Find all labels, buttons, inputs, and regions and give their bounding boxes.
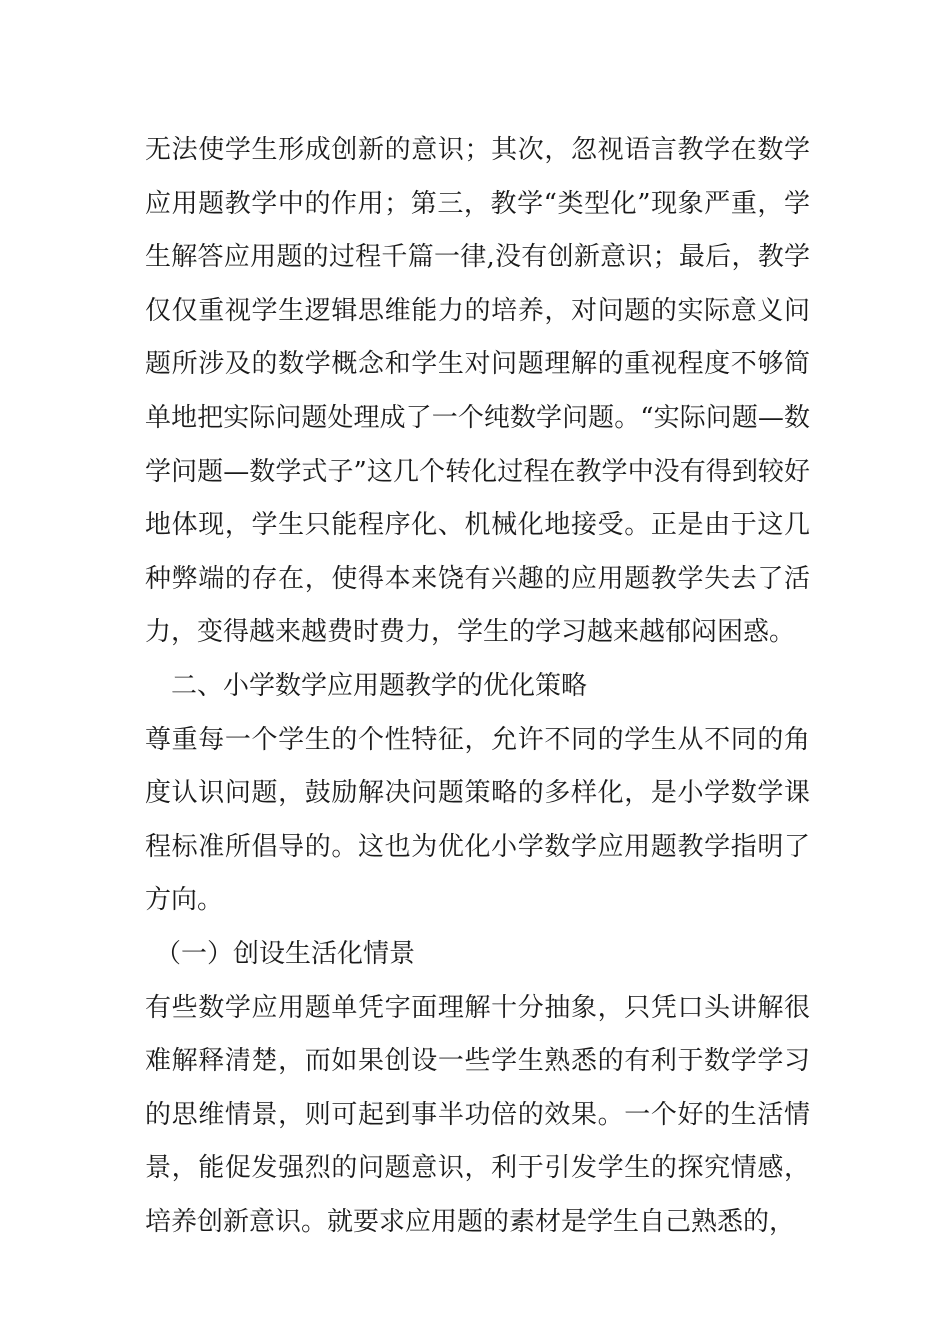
body-paragraph-3: 有些数学应用题单凭字面理解十分抽象，只凭口头讲解很难解释清楚，而如果创设一些学生熟悉的有利于数学学习的思维情景，则可起到事半功倍的效果。一个好的生活情景，能促发强烈的问题意识，利于引发学生的探究情感，培养创新意识。就要求应用题的素材是学生自己熟悉的， (145, 992, 810, 1237)
body-paragraph-2: 尊重每一个学生的个性特征，允许不同的学生从不同的角度认识问题，鼓励解决问题策略的多样化，是小学数学课程标准所倡导的。这也为优化小学数学应用题教学指明了方向。 (145, 724, 810, 916)
document-page (145, 124, 810, 1249)
body-paragraph-1: 无法使学生形成创新的意识；其次，忽视语言教学在数学应用题教学中的作用；第三，教学“类型化”现象严重，学生解答应用题的过程千篇一律,没有创新意识；最后，教学仅仅重视学生逻辑思维能力的培养，对问题的实际意义问题所涉及的数学概念和学生对问题理解的重视程度不够简单地把实际问题处理成了一个纯数学问题。“实际问题—数学问题—数学式子”这几个转化过程在教学中没有得到较好地体现，学生只能程序化、机械化地接受。正是由于这几种弊端的存在，使得本来饶有兴趣的应用题教学失去了活力，变得越来越费时费力，学生的学习越来越郁闷困惑。 (145, 135, 810, 648)
section-heading: 二、小学数学应用题教学的优化策略 (171, 670, 588, 701)
subsection-heading: （一）创设生活化情景 (155, 938, 416, 969)
